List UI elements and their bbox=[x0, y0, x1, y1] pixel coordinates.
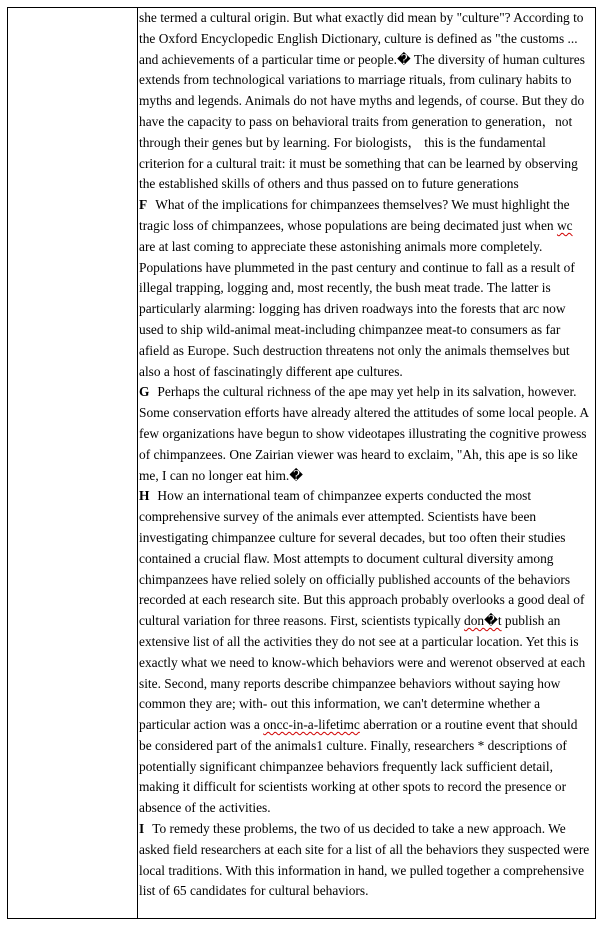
paragraph-text: aberration or a routine event that should be considered part of the animals1 culture. Finally, researchers * descriptions of potentially significant chimpanzee behaviors frequently lack sufficient detail, making it difficult for scientists working at other spots to record the presence or absence of the activities. bbox=[139, 717, 578, 816]
left-margin-column bbox=[8, 8, 138, 918]
paragraph-text: publish an extensive list of all the activities they do not see at a particular location. Yet this is exactly what we need to know-which behaviors were and werenot observed at each site. Second, many reports describe chimpanzee behaviors without saying how common they are; with- out this information, we can't determine whether a particular action was a bbox=[139, 613, 586, 733]
spellcheck-word: wc bbox=[556, 217, 573, 233]
paragraph-text: Perhaps the cultural richness of the ape may yet help in its salvation, however. Some conservation efforts have already altered the attitudes of some local people. A few organizations have begun to show videotapes illustrating the cognitive prowess of chimpanzees. One Zairian viewer was heard to exclaim, "Ah, this ape is so like me, I can no longer eat him.� bbox=[139, 384, 589, 483]
paragraph-text: To remedy these problems, the two of us decided to take a new approach. We asked field researchers at each site for a list of all the behaviors they suspected were local traditions. With this information in hand, we pulled together a comprehensive list of 65 candidates for cultural behaviors. bbox=[139, 821, 590, 899]
paragraph-g bbox=[139, 382, 592, 486]
paragraph-letter: G bbox=[139, 384, 150, 400]
paragraph-i bbox=[139, 819, 592, 902]
spellcheck-word: oncc-in-a-lifetimc bbox=[263, 717, 360, 733]
document-page bbox=[7, 7, 596, 919]
paragraph-letter: F bbox=[139, 197, 148, 213]
paragraph-letter: I bbox=[139, 821, 145, 837]
paragraph-text: she termed a cultural origin. But what exactly did mean by "culture"? According to the Oxford Encyclopedic English Dictionary, culture is defined as "the customs ... and achievements of a particular time or people.� The diversity of human cultures extends from technological variations to marriage rituals, from culinary habits to myths and legends. Animals do not have myths and legends, of course. But they do have the capacity to pass on behavioral traits from generation to generation，not through their genes but by learning. For biologists， this is the fundamental criterion for a cultural trait: it must be something that can be learned by observing the established skills of others and thus passed on to future generations bbox=[139, 10, 585, 192]
paragraph-f bbox=[139, 195, 592, 382]
paragraph-text: are at last coming to appreciate these astonishing animals more completely. Populations have plummeted in the past century and continue to fall as a result of illegal trapping, logging and, most recently, the bush meat trade. The latter is particularly alarming: logging has driven roadways into the forests that arc now used to ship wild-animal meat-including chimpanzee meat-to consumers as far afield as Europe. Such destruction threatens not only the animals themselves but also a host of fascinatingly different ape cultures. bbox=[139, 238, 575, 379]
paragraph-h bbox=[139, 486, 592, 819]
paragraph-letter: H bbox=[139, 488, 150, 504]
paragraph-text: How an international team of chimpanzee experts conducted the most comprehensive survey of the animals ever attempted. Scientists have been investigating chimpanzee culture for several decades, but too often their studies contained a crucial flaw. Most attempts to document cultural diversity among chimpanzees have relied solely on officially published accounts of the behaviors recorded at each research site. But this approach probably overlooks a good deal of cultural variation for three reasons. First, scientists typically bbox=[139, 488, 585, 629]
text-column bbox=[138, 8, 595, 918]
spellcheck-word: don�t bbox=[464, 613, 502, 629]
paragraph-text: What of the implications for chimpanzees themselves? We must highlight the tragic loss of chimpanzees, whose populations are being decimated just when bbox=[139, 197, 570, 233]
paragraph-e-continued bbox=[139, 8, 592, 195]
